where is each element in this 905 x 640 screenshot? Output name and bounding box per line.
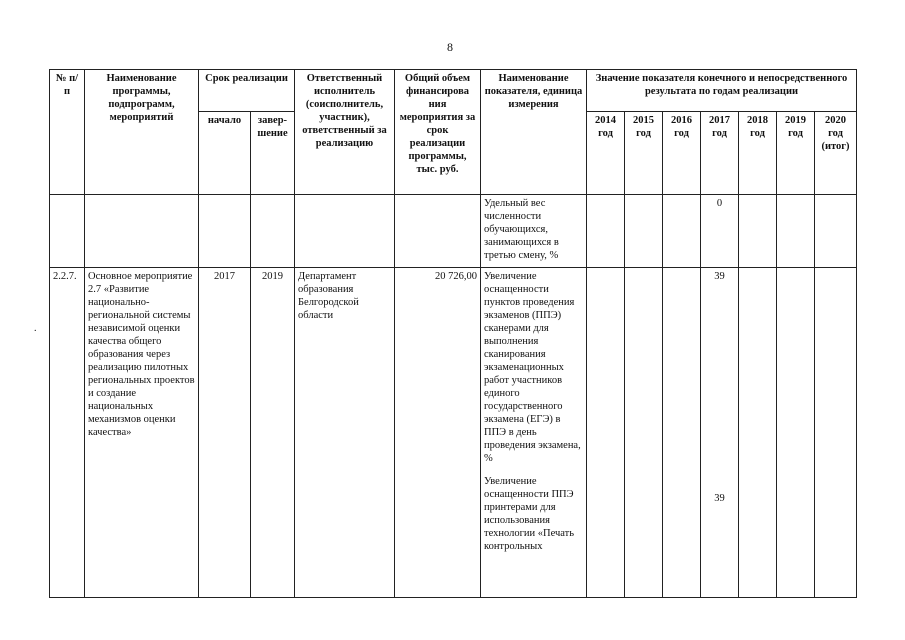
row-value-2019 bbox=[777, 268, 815, 598]
row-value-2017-2: 39 bbox=[714, 493, 725, 504]
header-period: Срок реализации bbox=[199, 70, 295, 112]
header-name: Наименование программы, подпрограмм, мероприятий bbox=[85, 70, 199, 195]
table-row bbox=[50, 195, 857, 268]
row-value-2015 bbox=[625, 195, 663, 268]
row-value-2017: 0 bbox=[701, 195, 739, 268]
row-num bbox=[50, 195, 85, 268]
program-table bbox=[49, 69, 857, 598]
table-row bbox=[50, 268, 857, 598]
header-values-title: Значение показателя конечного и непосредственного результата по годам реализации bbox=[587, 70, 857, 112]
row-end: 2019 bbox=[251, 268, 295, 598]
row-indicator: Удельный вес численности обучающихся, занимающихся в третью смену, % bbox=[481, 195, 587, 268]
row-executor bbox=[295, 195, 395, 268]
header-year-2015: 2015 год bbox=[625, 112, 663, 195]
row-value-2016 bbox=[663, 268, 701, 598]
header-year-2019: 2019 год bbox=[777, 112, 815, 195]
row-indicator-cell bbox=[481, 268, 587, 598]
row-budget: 20 726,00 bbox=[395, 268, 481, 598]
row-name: Основное мероприятие 2.7 «Развитие национально-региональной системы независимой оценки качества общего образования через реализацию пилотных региональных проектов и создание национальных механизмов оценки качества» bbox=[85, 268, 199, 598]
row-name bbox=[85, 195, 199, 268]
row-num: 2.2.7. bbox=[50, 268, 85, 598]
header-indicator: Наименование показателя, единица измерения bbox=[481, 70, 587, 195]
row-value-2017-cell bbox=[701, 268, 739, 598]
header-year-2018: 2018 год bbox=[739, 112, 777, 195]
row-indicator-2: Увеличение оснащенности ППЭ принтерами для использования технологии «Печать контрольных bbox=[484, 476, 575, 552]
page-number: 8 bbox=[447, 40, 453, 54]
header-num: № п/п bbox=[50, 70, 85, 195]
row-value-2020 bbox=[815, 195, 857, 268]
row-value-2016 bbox=[663, 195, 701, 268]
row-indicator: Увеличение оснащенности пунктов проведения экзаменов (ППЭ) сканерами для выполнения сканирования экзаменационных работ участников единого государственного экзамена (ЕГЭ) в ППЭ в день проведения экзамена, % bbox=[484, 271, 581, 464]
header-start: начало bbox=[199, 112, 251, 195]
row-budget bbox=[395, 195, 481, 268]
row-value-2018 bbox=[739, 195, 777, 268]
row-executor: Департамент образования Белгородской области bbox=[295, 268, 395, 598]
row-value-2014 bbox=[587, 195, 625, 268]
header-end: завер-шение bbox=[251, 112, 295, 195]
header-year-2016: 2016 год bbox=[663, 112, 701, 195]
row-end bbox=[251, 195, 295, 268]
row-value-2017: 39 bbox=[714, 271, 725, 282]
row-value-2020 bbox=[815, 268, 857, 598]
row-value-2019 bbox=[777, 195, 815, 268]
stray-mark: . bbox=[34, 323, 37, 334]
header-year-2020: 2020 год (итог) bbox=[815, 112, 857, 195]
header-executor: Ответственный исполнитель (соисполнитель, участник), ответственный за реализацию bbox=[295, 70, 395, 195]
row-start bbox=[199, 195, 251, 268]
header-year-2014: 2014 год bbox=[587, 112, 625, 195]
row-value-2015 bbox=[625, 268, 663, 598]
row-value-2014 bbox=[587, 268, 625, 598]
header-row-1 bbox=[50, 70, 857, 112]
row-start: 2017 bbox=[199, 268, 251, 598]
header-year-2017: 2017 год bbox=[701, 112, 739, 195]
row-value-2018 bbox=[739, 268, 777, 598]
header-budget: Общий объем финансирова ния мероприятия за срок реализации программы, тыс. руб. bbox=[395, 70, 481, 195]
